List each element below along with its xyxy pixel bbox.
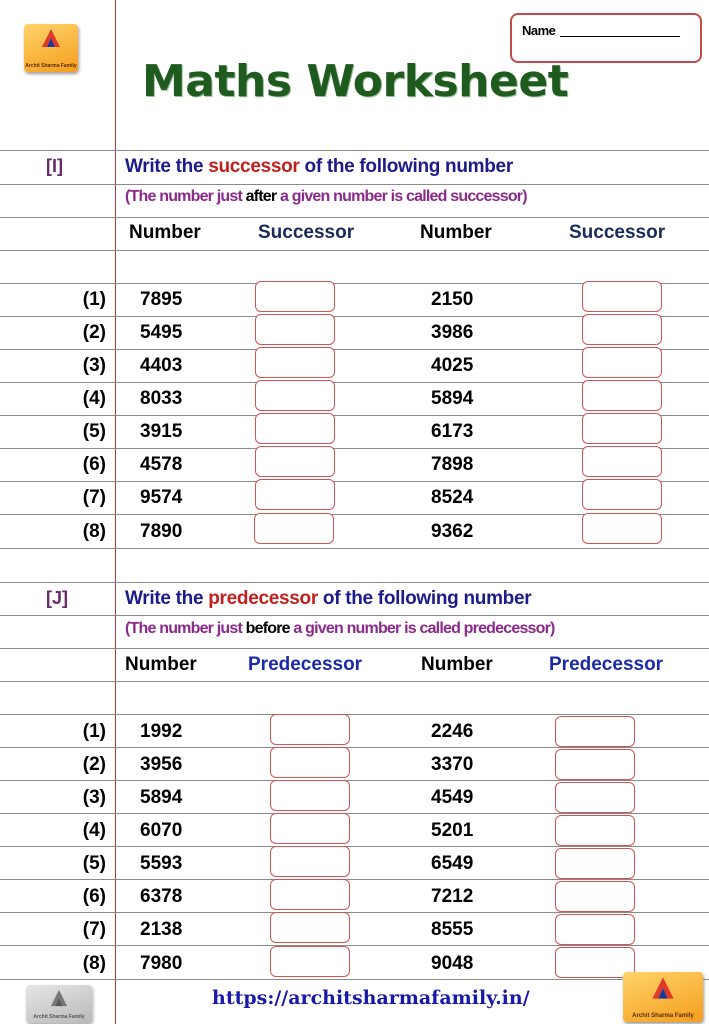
- answer-box[interactable]: [582, 446, 662, 477]
- divider: [0, 945, 709, 946]
- given-number: 5894: [431, 388, 474, 409]
- answer-box[interactable]: [582, 281, 662, 312]
- answer-box[interactable]: [270, 780, 350, 811]
- column-header-number: Number: [129, 222, 201, 243]
- divider: [0, 582, 709, 583]
- given-number: 9574: [140, 487, 183, 508]
- answer-box[interactable]: [582, 513, 662, 544]
- given-number: 7980: [140, 953, 183, 974]
- divider: [0, 879, 709, 880]
- website-link[interactable]: https://architsharmafamily.in/: [212, 987, 530, 1009]
- row-label: (4): [82, 820, 106, 841]
- answer-box[interactable]: [582, 413, 662, 444]
- given-number: 2150: [431, 289, 474, 310]
- answer-box[interactable]: [582, 380, 662, 411]
- divider: [0, 714, 709, 715]
- answer-box[interactable]: [270, 714, 350, 745]
- column-header-number: Number: [420, 222, 492, 243]
- brand-logo: Archit Sharma Family: [623, 972, 703, 1022]
- divider: [0, 648, 709, 649]
- answer-box[interactable]: [555, 782, 635, 813]
- divider: [0, 250, 709, 251]
- answer-box[interactable]: [270, 879, 350, 910]
- divider: [0, 217, 709, 218]
- given-number: 3956: [140, 754, 183, 775]
- section-marker: [I]: [46, 156, 63, 176]
- divider: [0, 150, 709, 151]
- given-number: 5495: [140, 322, 183, 343]
- answer-box[interactable]: [270, 846, 350, 877]
- given-number: 7890: [140, 521, 183, 542]
- row-label: (5): [82, 421, 106, 442]
- page-title: Maths Worksheet: [142, 56, 569, 107]
- divider: [0, 615, 709, 616]
- section-heading: Write the predecessor of the following number: [125, 588, 532, 609]
- answer-box[interactable]: [255, 479, 335, 510]
- section-definition: (The number just before a given number is called predecessor): [125, 620, 555, 637]
- section-marker: [J]: [46, 588, 68, 608]
- answer-box[interactable]: [582, 314, 662, 345]
- answer-box[interactable]: [255, 347, 335, 378]
- given-number: 7212: [431, 886, 474, 907]
- given-number: 5894: [140, 787, 183, 808]
- given-number: 4549: [431, 787, 474, 808]
- divider: [0, 813, 709, 814]
- answer-box[interactable]: [555, 716, 635, 747]
- given-number: 6549: [431, 853, 474, 874]
- divider: [0, 780, 709, 781]
- given-number: 8033: [140, 388, 183, 409]
- divider: [0, 979, 709, 980]
- answer-box[interactable]: [270, 747, 350, 778]
- row-label: (7): [82, 919, 106, 940]
- answer-box[interactable]: [555, 881, 635, 912]
- answer-box[interactable]: [255, 380, 335, 411]
- row-label: (1): [82, 289, 106, 310]
- row-label: (8): [82, 521, 106, 542]
- column-header-successor: Successor: [569, 222, 666, 243]
- column-header-successor: Successor: [258, 222, 355, 243]
- margin-line: [115, 0, 116, 1024]
- given-number: 4578: [140, 454, 183, 475]
- row-label: (6): [82, 886, 106, 907]
- given-number: 1992: [140, 721, 183, 742]
- answer-box[interactable]: [254, 513, 334, 544]
- column-header-number: Number: [125, 654, 197, 675]
- answer-box[interactable]: [270, 946, 350, 977]
- given-number: 6173: [431, 421, 474, 442]
- divider: [0, 548, 709, 549]
- given-number: 5201: [431, 820, 474, 841]
- row-label: (3): [82, 355, 106, 376]
- row-label: (1): [82, 721, 106, 742]
- answer-box[interactable]: [255, 281, 335, 312]
- name-field[interactable]: [510, 13, 702, 63]
- answer-box[interactable]: [255, 446, 335, 477]
- given-number: 4025: [431, 355, 474, 376]
- given-number: 5593: [140, 853, 183, 874]
- answer-box[interactable]: [555, 749, 635, 780]
- given-number: 2246: [431, 721, 474, 742]
- answer-box[interactable]: [582, 347, 662, 378]
- section-heading: Write the successor of the following number: [125, 156, 513, 177]
- column-header-predecessor: Predecessor: [549, 654, 664, 675]
- given-number: 2138: [140, 919, 183, 940]
- given-number: 8555: [431, 919, 474, 940]
- given-number: 3986: [431, 322, 474, 343]
- answer-box[interactable]: [255, 413, 335, 444]
- given-number: 6070: [140, 820, 183, 841]
- column-header-predecessor: Predecessor: [248, 654, 363, 675]
- given-number: 9048: [431, 953, 474, 974]
- divider: [0, 681, 709, 682]
- row-label: (4): [82, 388, 106, 409]
- divider: [0, 846, 709, 847]
- name-line: [560, 36, 680, 37]
- section-definition: (The number just after a given number is called successor): [125, 188, 527, 205]
- row-label: (3): [82, 787, 106, 808]
- logo-a-icon: [40, 28, 62, 48]
- given-number: 3915: [140, 421, 183, 442]
- answer-box[interactable]: [270, 813, 350, 844]
- divider: [0, 184, 709, 185]
- row-label: (7): [82, 487, 106, 508]
- column-header-number: Number: [421, 654, 493, 675]
- brand-logo: Archit Sharma Family: [24, 24, 78, 72]
- row-label: (2): [82, 754, 106, 775]
- given-number: 7895: [140, 289, 183, 310]
- divider: [0, 912, 709, 913]
- answer-box[interactable]: [555, 815, 635, 846]
- given-number: 9362: [431, 521, 474, 542]
- row-label: (2): [82, 322, 106, 343]
- logo-a-icon: [49, 989, 69, 1007]
- given-number: 4403: [140, 355, 183, 376]
- given-number: 3370: [431, 754, 474, 775]
- divider: [0, 747, 709, 748]
- brand-logo: Archit Sharma Family: [26, 985, 92, 1023]
- given-number: 7898: [431, 454, 474, 475]
- answer-box[interactable]: [582, 479, 662, 510]
- answer-box[interactable]: [255, 314, 335, 345]
- given-number: 8524: [431, 487, 474, 508]
- name-label: Name: [522, 23, 556, 38]
- row-label: (8): [82, 953, 106, 974]
- answer-box[interactable]: [270, 912, 350, 943]
- logo-a-icon: [650, 976, 676, 1000]
- answer-box[interactable]: [555, 848, 635, 879]
- answer-box[interactable]: [555, 914, 635, 945]
- row-label: (5): [82, 853, 106, 874]
- given-number: 6378: [140, 886, 183, 907]
- row-label: (6): [82, 454, 106, 475]
